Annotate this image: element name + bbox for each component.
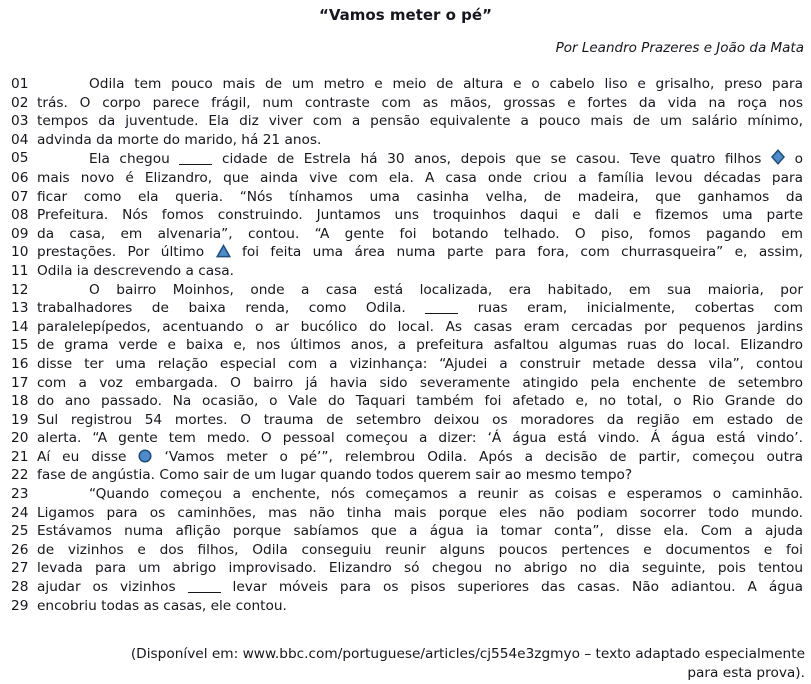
- line-number: 19: [11, 411, 29, 428]
- text-line: [0, 149, 811, 169]
- line-text: Ela chegou cidade de Estrela há 30 anos, depois que se casou. Teve quatro filhos o: [89, 151, 803, 168]
- blue-circle-icon: [138, 449, 152, 463]
- text-line: [0, 578, 811, 597]
- line-text: com a voz embargada. O bairro já havia sido severamente atingido pela enchente de setembro: [37, 374, 803, 391]
- line-text: trabalhadores de baixa renda, como Odila. ruas eram, inicialmente, cobertas com: [37, 300, 803, 317]
- text-line: [0, 597, 811, 616]
- line-number: 10: [11, 244, 29, 261]
- line-text: mais novo é Elizandro, que ainda vive com ela. A casa onde criou a família levou décadas para: [37, 169, 803, 186]
- text-line: [0, 262, 811, 281]
- line-number: 22: [11, 467, 29, 484]
- line-text: trás. O corpo parece frágil, num contraste com as mãos, grossas e fortes da vida na roça nos: [37, 94, 803, 111]
- text-line: [0, 522, 811, 541]
- line-number: 13: [11, 300, 29, 317]
- line-number: 23: [11, 486, 29, 503]
- text-line: [0, 541, 811, 560]
- line-number: 26: [11, 541, 29, 558]
- blue-diamond-icon: [771, 149, 785, 165]
- text-line: [0, 559, 811, 578]
- text-line: [0, 225, 811, 244]
- line-number: 12: [11, 281, 29, 298]
- text-line: [0, 206, 811, 225]
- line-number: 17: [11, 374, 29, 391]
- exam-text-page: [0, 6, 811, 684]
- line-number: 21: [11, 448, 29, 465]
- text-line: [0, 188, 811, 207]
- text-line: [0, 75, 811, 94]
- line-text: Estávamos numa aflição porque sabíamos que a água ia tomar conta”, disse ela. Com a ajuda: [37, 523, 803, 540]
- line-text: Sul registrou 54 mortes. O trauma de setembro deixou os moradores da região em estado de: [37, 411, 803, 428]
- line-text: do ano passado. Na ocasião, o Vale do Taquari também foi afetado e, no total, o Rio Grande do: [37, 393, 803, 410]
- line-text: da casa, em alvenaria”, contou. “A gente foi botando telhado. O piso, fomos pagando em: [37, 225, 803, 242]
- line-number: 15: [11, 337, 29, 354]
- line-text: de grama verde e baixa e, nos últimos anos, a prefeitura asfaltou algumas ruas do local. Elizandro: [37, 337, 803, 354]
- line-text: O bairro Moinhos, onde a casa está localizada, era habitado, em sua maioria, por: [89, 281, 803, 298]
- line-number: 25: [11, 523, 29, 540]
- line-number: 14: [11, 318, 29, 335]
- text-line: [0, 392, 811, 411]
- line-number: 24: [11, 504, 29, 521]
- text-line: [0, 374, 811, 393]
- line-number: 05: [11, 150, 29, 167]
- text-line: [0, 336, 811, 355]
- line-text: ficar como ela queria. “Nós tínhamos uma casinha velha, de madeira, que ganhamos da: [37, 188, 803, 205]
- article-body: [0, 75, 811, 615]
- text-line: [0, 485, 811, 504]
- fill-in-blank-line: [425, 309, 458, 314]
- line-number: 01: [11, 76, 29, 92]
- line-number: 06: [11, 169, 29, 186]
- blue-triangle-icon: [216, 244, 231, 258]
- line-text: alerta. “A gente tem medo. O pessoal começou a dizer: ‘Á água está vindo. Á água está vindo’.: [37, 430, 803, 447]
- line-text: disse ter uma relação especial com a vizinhança: “Ajudei a construir metade dessa vila”, contou: [37, 355, 803, 372]
- line-text: encobriu todas as casas, ele contou.: [37, 597, 287, 614]
- fill-in-blank-line: [188, 588, 221, 593]
- line-text: de vizinhos e dos filhos, Odila conseguiu reunir alguns poucos pertences e documentos e foi: [37, 541, 803, 558]
- byline: Por Leandro Prazeres e João da Mata: [555, 40, 804, 56]
- text-line: [0, 169, 811, 188]
- line-text: Prefeitura. Nós fomos construindo. Juntamos uns troquinhos daqui e dali e fizemos uma parte: [37, 207, 803, 224]
- text-line: [0, 504, 811, 523]
- line-text: fase de angústia. Como sair de um lugar quando todos querem sair ao mesmo tempo?: [37, 467, 633, 484]
- line-text: Ligamos para os caminhões, mas não tinha mais porque eles não podiam socorrer todo mundo.: [37, 504, 803, 521]
- line-text: levada para um abrigo improvisado. Elizandro só chegou no abrigo no dia seguinte, pois tentou: [37, 560, 803, 577]
- text-line: [0, 243, 811, 262]
- line-text: paralelepípedos, acentuando o ar bucólico do local. As casas eram cercadas por pequenos jardins: [37, 318, 803, 335]
- text-line: [0, 112, 811, 131]
- text-line: [0, 281, 811, 300]
- line-number: 02: [11, 94, 29, 111]
- line-text: Odila tem pouco mais de um metro e meio de altura e o cabelo liso e grisalho, preso para: [89, 76, 803, 92]
- line-number: 11: [11, 262, 29, 279]
- text-line: [0, 94, 811, 113]
- line-number: 04: [11, 131, 29, 148]
- line-number: 07: [11, 188, 29, 205]
- text-line: [0, 448, 811, 467]
- line-text: prestações. Por último foi feita uma área numa parte para fora, com churrasqueira” e, assim,: [37, 244, 803, 261]
- article-title: “Vamos meter o pé”: [319, 6, 492, 24]
- text-line: [0, 318, 811, 337]
- line-number: 27: [11, 560, 29, 577]
- line-number: 28: [11, 579, 29, 596]
- source-citation-line1: (Disponível em: www.bbc.com/portuguese/articles/cj554e3zgmyo – texto adaptado especialmente: [130, 646, 805, 663]
- line-number: 03: [11, 113, 29, 130]
- text-line: [0, 355, 811, 374]
- fill-in-blank-line: [179, 160, 212, 165]
- line-text: “Quando começou a enchente, nós começamos a reunir as coisas e esperamos o caminhão.: [89, 486, 803, 503]
- line-text: tempos da juventude. Ela diz viver com a pensão equivalente a pouco mais de um salário mínimo,: [37, 113, 803, 130]
- line-number: 08: [11, 207, 29, 224]
- line-text: ajudar os vizinhos levar móveis para os pisos superiores das casas. Não adiantou. A água: [37, 579, 803, 596]
- text-line: [0, 411, 811, 430]
- text-line: [0, 299, 811, 318]
- line-number: 16: [11, 355, 29, 372]
- line-text: advinda da morte do marido, há 21 anos.: [37, 131, 322, 148]
- line-number: 29: [11, 597, 29, 614]
- text-line: [0, 466, 811, 485]
- line-number: 18: [11, 393, 29, 410]
- line-number: 20: [11, 430, 29, 447]
- line-text: Aí eu disse ‘Vamos meter o pé’”, relembrou Odila. Após a decisão de partir, começou outra: [37, 448, 803, 465]
- line-text: Odila ia descrevendo a casa.: [37, 262, 234, 279]
- source-citation-line2: para esta prova).: [687, 665, 805, 682]
- text-line: [0, 131, 811, 150]
- line-number: 09: [11, 225, 29, 242]
- source-citation: [0, 645, 811, 683]
- text-line: [0, 429, 811, 448]
